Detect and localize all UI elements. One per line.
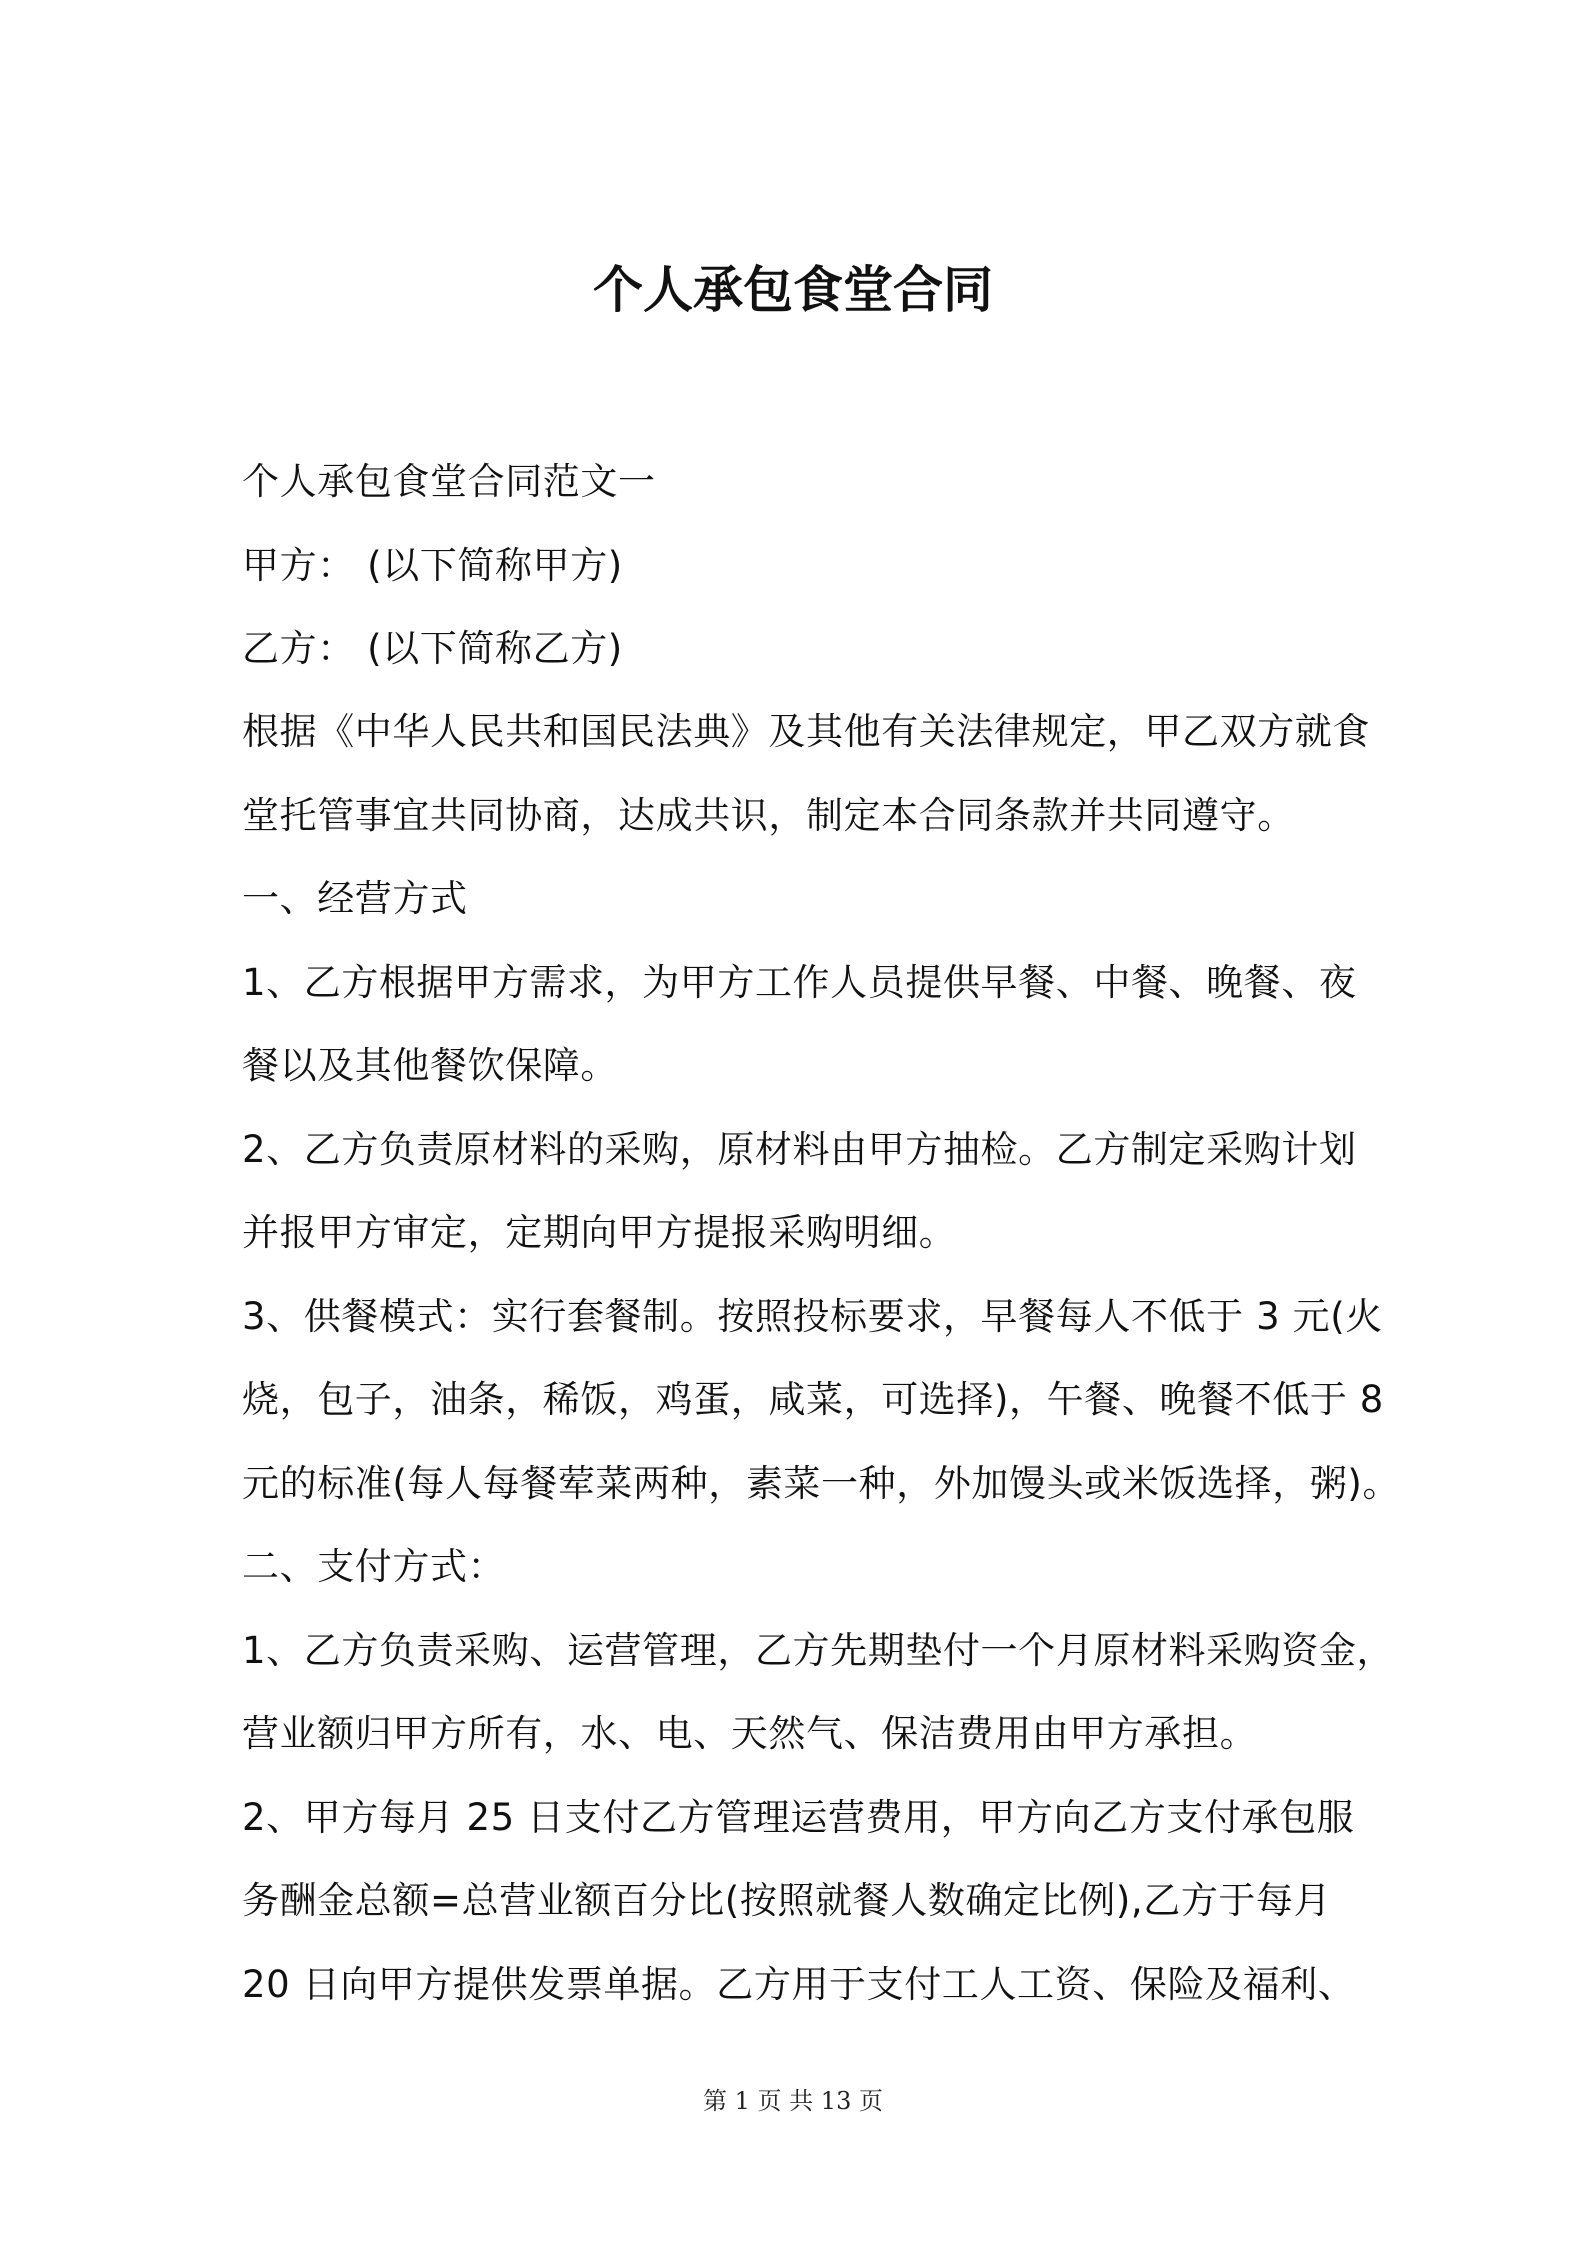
body-line: 并报甲方审定，定期向甲方提报采购明细。 [242, 1211, 957, 1254]
body-line: 20 日向甲方提供发票单据。乙方用于支付工人工资、保险及福利、 [242, 1963, 1356, 2006]
body-line: 根据《中华人民共和国民法典》及其他有关法律规定，甲乙双方就食 [242, 710, 1370, 753]
subtitle-line: 个人承包食堂合同范文一 [242, 460, 656, 503]
party-b-line: 乙方： (以下简称乙方) [242, 627, 623, 670]
section-heading: 一、经营方式 [242, 877, 468, 920]
body-line: 2、乙方负责原材料的采购，原材料由甲方抽检。乙方制定采购计划 [242, 1128, 1357, 1171]
body-line: 堂托管事宜共同协商，达成共识，制定本合同条款并共同遵守。 [242, 794, 1295, 837]
body-line: 1、乙方负责采购、运营管理，乙方先期垫付一个月原材料采购资金， [242, 1629, 1395, 1672]
section-heading: 二、支付方式： [242, 1545, 506, 1588]
page-number-footer: 第 1 页 共 13 页 [703, 2087, 883, 2115]
party-a-line: 甲方： (以下简称甲方) [242, 544, 623, 587]
body-line: 营业额归甲方所有，水、电、天然气、保洁费用由甲方承担。 [242, 1712, 1258, 1755]
body-line: 烧，包子，油条，稀饭，鸡蛋，咸菜，可选择)，午餐、晚餐不低于 8 [242, 1378, 1384, 1421]
document-title: 个人承包食堂合同 [593, 261, 993, 319]
body-line: 1、乙方根据甲方需求，为甲方工作人员提供早餐、中餐、晚餐、夜 [242, 961, 1357, 1004]
body-line: 餐以及其他餐饮保障。 [242, 1044, 618, 1087]
body-line: 元的标准(每人每餐荤菜两种，素菜一种，外加馒头或米饭选择，粥)。 [242, 1462, 1401, 1505]
body-line: 2、甲方每月 25 日支付乙方管理运营费用，甲方向乙方支付承包服 [242, 1796, 1355, 1839]
body-line: 3、供餐模式：实行套餐制。按照投标要求，早餐每人不低于 3 元(火 [242, 1295, 1383, 1338]
body-line: 务酬金总额=总营业额百分比(按照就餐人数确定比例),乙方于每月 [242, 1879, 1332, 1922]
